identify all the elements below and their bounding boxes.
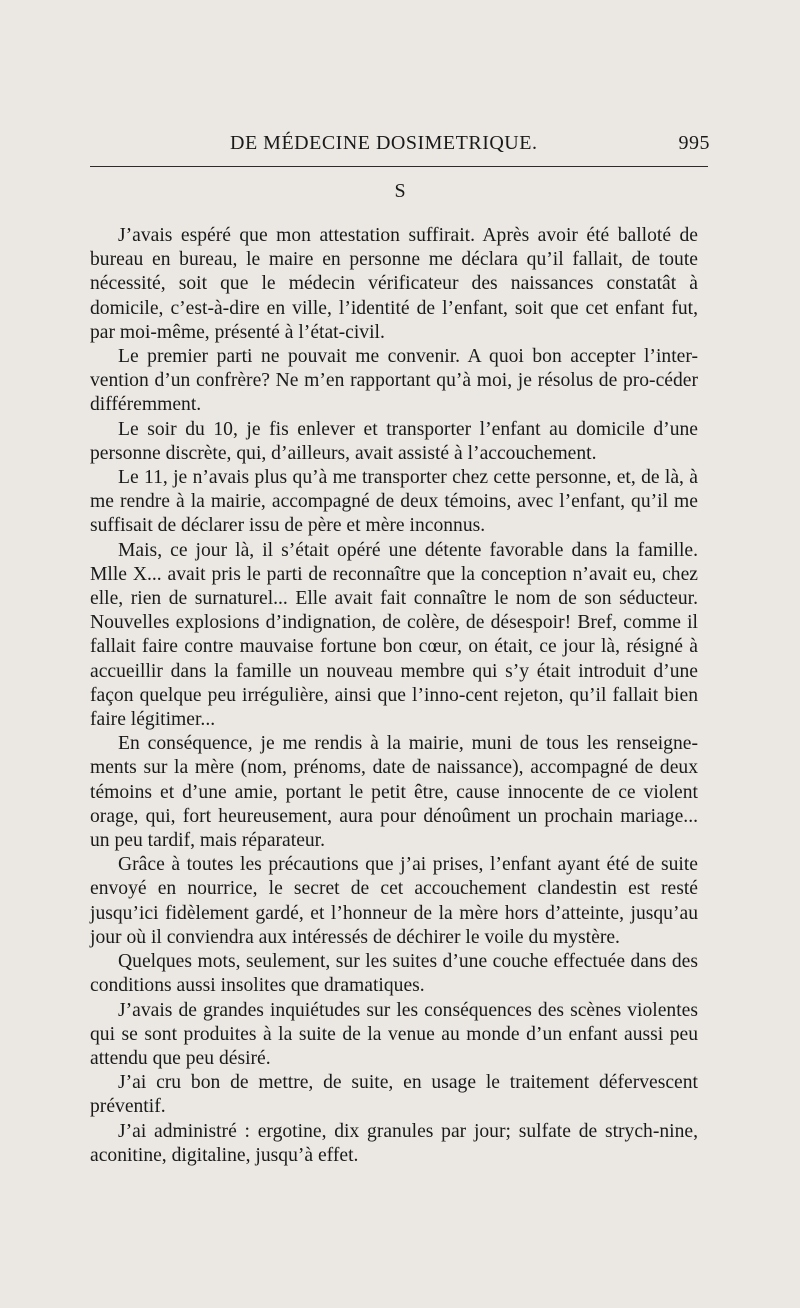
paragraph: Le premier parti ne pouvait me convenir. A quoi bon accepter l’inter-vention d’un confrère? Ne m’en rapportant qu’à moi, je résolus de pro-céder différemment. [90,346,698,416]
paragraph: Le 11, je n’avais plus qu’à me transporter chez cette personne, et, de là, à me rendre à la mairie, accompagné de deux témoins, avec l’enfant, qu’il me suffisait de déclarer issu de père et mère inconnus. [90,467,698,537]
paragraph: J’avais espéré que mon attestation suffirait. Après avoir été balloté de bureau en bureau, le maire en personne me déclara qu’il fallait, de toute nécessité, soit que le médecin vérificateur des naissances constatât à domicile, c’est-à-dire en ville, l’identité de l’enfant, soit que cet enfant fut, par moi-même, présenté à l’état-civil. [90,225,698,343]
paragraph: Grâce à toutes les précautions que j’ai prises, l’enfant ayant été de suite envoyé en nourrice, le secret de cet accouchement clandestin est resté jusqu’ici fidèlement gardé, et l’honneur de la mère hors d’atteinte, jusqu’au jour où il conviendra aux intéressés de déchirer le voile du mystère. [90,854,698,948]
paragraph: Mais, ce jour là, il s’était opéré une détente favorable dans la famille. Mlle X... avait pris le parti de reconnaître que la conception n’avait eu, chez elle, rien de surnaturel... Elle avait fait connaître le nom de son séducteur. Nouvelles explosions d’indignation, de colère, de désespoir! Bref, comme il fallait faire contre mauvaise fortune bon cœur, on était, ce jour là, résigné à accueillir dans la famille un nouveau membre qui s’y était introduit d’une façon quelque peu irrégulière, ainsi que l’inno-cent rejeton, qu’il fallait bien faire légitimer... [90,539,698,731]
page-number: 995 [678,132,710,154]
running-title: DE MÉDECINE DOSIMETRIQUE. [230,132,538,154]
section-mark: S [394,180,406,202]
body-text [90,224,698,1168]
header-rule [90,166,708,167]
paragraph: J’ai cru bon de mettre, de suite, en usage le traitement défervescent préventif. [90,1072,698,1118]
running-head [90,132,710,162]
paragraph: En conséquence, je me rendis à la mairie, muni de tous les renseigne-ments sur la mère (nom, prénoms, date de naissance), accompagné de deux témoins et d’une amie, portant le petit être, cause innocente de ce violent orage, qui, fort heureusement, aura pour dénoûment un prochain mariage... un peu tardif, mais réparateur. [90,733,698,852]
paragraph: J’ai administré : ergotine, dix granules par jour; sulfate de strych-nine, aconitine, digitaline, jusqu’à effet. [90,1120,698,1166]
paragraph: Quelques mots, seulement, sur les suites d’une couche effectuée dans des conditions aussi insolites que dramatiques. [90,951,698,997]
paragraph: J’avais de grandes inquiétudes sur les conséquences des scènes violentes qui se sont produites à la suite de la venue au monde d’un enfant aussi peu attendu que peu désiré. [90,999,698,1069]
paragraph: Le soir du 10, je fis enlever et transporter l’enfant au domicile d’une personne discrète, qui, d’ailleurs, avait assisté à l’accouchement. [90,418,698,464]
